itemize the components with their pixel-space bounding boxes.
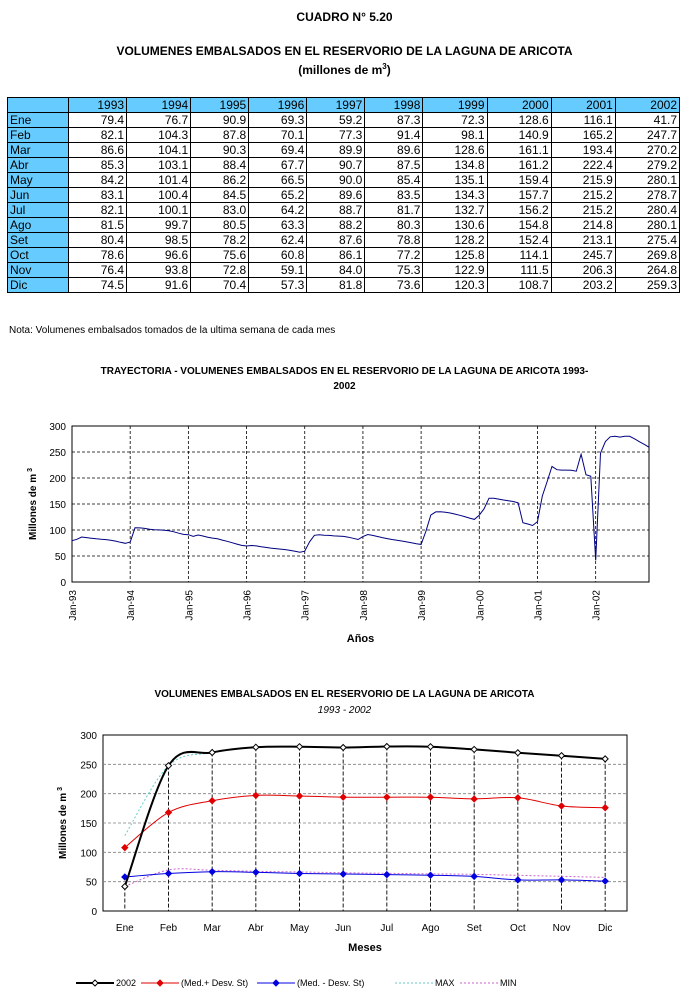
monthly-chart [0, 725, 689, 995]
x-tick-label: Jan-01 [533, 590, 545, 621]
value-cell: 87.8 [191, 128, 249, 143]
x-tick-label: Jun [335, 923, 352, 934]
value-cell: 279.2 [615, 158, 679, 173]
value-cell: 135.1 [423, 173, 487, 188]
volume-table [7, 97, 680, 293]
table-row [8, 203, 680, 218]
value-cell: 83.1 [69, 188, 127, 203]
value-cell: 76.7 [127, 113, 191, 128]
value-cell: 84.0 [307, 263, 365, 278]
value-cell: 111.5 [487, 263, 551, 278]
value-cell: 89.6 [365, 143, 423, 158]
value-cell: 222.4 [551, 158, 615, 173]
value-cell: 87.5 [365, 158, 423, 173]
y-tick-label: 250 [49, 448, 66, 459]
value-cell: 79.4 [69, 113, 127, 128]
x-tick-label: May [290, 923, 309, 934]
year-header: 1997 [307, 98, 365, 113]
x-tick-label: Ene [115, 923, 134, 934]
legend-marker [273, 980, 279, 986]
value-cell: 78.6 [69, 248, 127, 263]
value-cell: 215.2 [551, 188, 615, 203]
value-cell: 259.3 [615, 278, 679, 293]
y-tick-label: 200 [49, 474, 66, 485]
value-cell: 203.2 [551, 278, 615, 293]
x-tick-label: Dic [597, 923, 613, 934]
value-cell: 87.3 [365, 113, 423, 128]
value-cell: 214.8 [551, 218, 615, 233]
value-cell: 215.9 [551, 173, 615, 188]
y-axis-label: Millones de m $^3$ [57, 787, 69, 859]
value-cell: 270.2 [615, 143, 679, 158]
legend-marker [157, 980, 163, 986]
y-tick-label: 50 [85, 877, 97, 889]
x-tick-label: Jan-99 [417, 590, 429, 621]
value-cell: 59.1 [249, 263, 307, 278]
x-tick-label: Jan-95 [184, 590, 196, 621]
month-cell: Feb [8, 128, 69, 143]
x-tick-label: Jan-93 [68, 590, 79, 621]
value-cell: 128.6 [487, 113, 551, 128]
value-cell: 91.6 [127, 278, 191, 293]
document-title: VOLUMENES EMBALSADOS EN EL RESERVORIO DE LA LAGUNA DE ARICOTA [116, 44, 573, 58]
value-cell: 84.5 [191, 188, 249, 203]
x-tick-label: Jan-97 [300, 590, 312, 621]
month-cell: Set [8, 233, 69, 248]
value-cell: 264.8 [615, 263, 679, 278]
value-cell: 81.7 [365, 203, 423, 218]
value-cell: 60.8 [249, 248, 307, 263]
value-cell: 90.9 [191, 113, 249, 128]
value-cell: 83.5 [365, 188, 423, 203]
value-cell: 206.3 [551, 263, 615, 278]
value-cell: 165.2 [551, 128, 615, 143]
value-cell: 82.1 [69, 203, 127, 218]
value-cell: 86.2 [191, 173, 249, 188]
y-tick-label: 150 [80, 819, 97, 830]
value-cell: 77.3 [307, 128, 365, 143]
value-cell: 98.1 [423, 128, 487, 143]
x-tick-label: Jan-94 [126, 590, 138, 621]
value-cell: 140.9 [487, 128, 551, 143]
value-cell: 128.6 [423, 143, 487, 158]
value-cell: 134.8 [423, 158, 487, 173]
value-cell: 278.7 [615, 188, 679, 203]
value-cell: 88.4 [191, 158, 249, 173]
value-cell: 41.7 [615, 113, 679, 128]
value-cell: 86.1 [307, 248, 365, 263]
value-cell: 88.2 [307, 218, 365, 233]
value-cell: 99.7 [127, 218, 191, 233]
y-tick-label: 0 [60, 578, 66, 589]
value-cell: 280.1 [615, 218, 679, 233]
value-cell: 89.9 [307, 143, 365, 158]
value-cell: 81.5 [69, 218, 127, 233]
value-cell: 161.2 [487, 158, 551, 173]
year-header: 2001 [551, 98, 615, 113]
value-cell: 70.4 [191, 278, 249, 293]
x-tick-label: Nov [552, 923, 571, 934]
legend-label: MIN [500, 978, 517, 988]
table-row [8, 218, 680, 233]
value-cell: 98.5 [127, 233, 191, 248]
y-axis-label: Millones de m $^3$ [27, 468, 39, 540]
value-cell: 59.2 [307, 113, 365, 128]
value-cell: 280.4 [615, 203, 679, 218]
value-cell: 90.0 [307, 173, 365, 188]
table-row [8, 173, 680, 188]
value-cell: 88.7 [307, 203, 365, 218]
value-cell: 132.7 [423, 203, 487, 218]
month-cell: Ago [8, 218, 69, 233]
value-cell: 116.1 [551, 113, 615, 128]
value-cell: 245.7 [551, 248, 615, 263]
x-tick-label: Abr [248, 923, 264, 934]
value-cell: 104.1 [127, 143, 191, 158]
value-cell: 280.1 [615, 173, 679, 188]
x-tick-label: Jan-02 [591, 590, 603, 621]
value-cell: 73.6 [365, 278, 423, 293]
month-cell: Abr [8, 158, 69, 173]
value-cell: 85.3 [69, 158, 127, 173]
y-tick-label: 200 [80, 789, 97, 801]
value-cell: 104.3 [127, 128, 191, 143]
value-cell: 57.3 [249, 278, 307, 293]
y-tick-label: 300 [80, 731, 97, 742]
value-cell: 67.7 [249, 158, 307, 173]
chart2-title: VOLUMENES EMBALSADOS EN EL RESERVORIO DE LA LAGUNA DE ARICOTA [154, 689, 535, 700]
value-cell: 156.2 [487, 203, 551, 218]
value-cell: 83.0 [191, 203, 249, 218]
value-cell: 72.8 [191, 263, 249, 278]
value-cell: 108.7 [487, 278, 551, 293]
y-tick-label: 250 [80, 760, 97, 772]
value-cell: 134.3 [423, 188, 487, 203]
value-cell: 154.8 [487, 218, 551, 233]
x-tick-label: Jan-98 [358, 590, 370, 621]
value-cell: 114.1 [487, 248, 551, 263]
value-cell: 90.7 [307, 158, 365, 173]
value-cell: 122.9 [423, 263, 487, 278]
value-cell: 125.8 [423, 248, 487, 263]
table-row [8, 143, 680, 158]
value-cell: 75.6 [191, 248, 249, 263]
value-cell: 93.8 [127, 263, 191, 278]
legend-label: MAX [435, 978, 455, 988]
value-cell: 275.4 [615, 233, 679, 248]
value-cell: 70.1 [249, 128, 307, 143]
value-cell: 269.8 [615, 248, 679, 263]
month-cell: May [8, 173, 69, 188]
value-cell: 78.8 [365, 233, 423, 248]
table-header-row [8, 98, 680, 113]
value-cell: 76.4 [69, 263, 127, 278]
chart2-subtitle: 1993 - 2002 [317, 705, 372, 716]
x-tick-label: Jan-00 [475, 590, 487, 621]
table-row [8, 113, 680, 128]
value-cell: 65.2 [249, 188, 307, 203]
value-cell: 157.7 [487, 188, 551, 203]
month-cell: Jul [8, 203, 69, 218]
value-cell: 82.1 [69, 128, 127, 143]
y-tick-label: 50 [54, 552, 66, 563]
y-tick-label: 300 [49, 422, 66, 433]
x-tick-label: Mar [203, 923, 221, 934]
legend-label: 2002 [116, 978, 137, 988]
month-cell: Oct [8, 248, 69, 263]
value-cell: 193.4 [551, 143, 615, 158]
value-cell: 152.4 [487, 233, 551, 248]
value-cell: 81.8 [307, 278, 365, 293]
value-cell: 128.2 [423, 233, 487, 248]
year-header: 1999 [423, 98, 487, 113]
table-corner-cell [8, 98, 69, 113]
chart1-title-line2: 2002 [333, 381, 356, 392]
trajectory-chart [0, 415, 689, 650]
value-cell: 85.4 [365, 173, 423, 188]
value-cell: 64.2 [249, 203, 307, 218]
year-header: 1993 [69, 98, 127, 113]
value-cell: 100.4 [127, 188, 191, 203]
year-header: 2002 [615, 98, 679, 113]
value-cell: 75.3 [365, 263, 423, 278]
value-cell: 90.3 [191, 143, 249, 158]
value-cell: 69.4 [249, 143, 307, 158]
value-cell: 159.4 [487, 173, 551, 188]
value-cell: 84.2 [69, 173, 127, 188]
table-row [8, 233, 680, 248]
value-cell: 74.5 [69, 278, 127, 293]
table-row [8, 188, 680, 203]
value-cell: 78.2 [191, 233, 249, 248]
month-cell: Jun [8, 188, 69, 203]
value-cell: 161.1 [487, 143, 551, 158]
value-cell: 89.6 [307, 188, 365, 203]
month-cell: Nov [8, 263, 69, 278]
x-tick-label: Jul [380, 923, 394, 934]
value-cell: 86.6 [69, 143, 127, 158]
value-cell: 69.3 [249, 113, 307, 128]
table-row [8, 158, 680, 173]
x-tick-label: Set [466, 923, 482, 934]
value-cell: 66.5 [249, 173, 307, 188]
x-tick-label: Feb [159, 923, 178, 934]
value-cell: 101.4 [127, 173, 191, 188]
value-cell: 62.4 [249, 233, 307, 248]
year-header: 1994 [127, 98, 191, 113]
table-row [8, 248, 680, 263]
chart1-title-line1: TRAYECTORIA - VOLUMENES EMBALSADOS EN EL RESERVORIO DE LA LAGUNA DE ARICOTA 1993- [100, 366, 589, 377]
value-cell: 77.2 [365, 248, 423, 263]
units-label: (millones de $m^3$) [298, 62, 391, 77]
value-cell: 103.1 [127, 158, 191, 173]
x-axis-label: Años [346, 633, 375, 645]
value-cell: 87.6 [307, 233, 365, 248]
y-tick-label: 0 [91, 907, 97, 918]
value-cell: 91.4 [365, 128, 423, 143]
value-cell: 120.3 [423, 278, 487, 293]
value-cell: 80.3 [365, 218, 423, 233]
legend-label: (Med. - Desv. St) [297, 978, 365, 988]
value-cell: 63.3 [249, 218, 307, 233]
x-tick-label: Oct [510, 923, 526, 934]
month-cell: Mar [8, 143, 69, 158]
value-cell: 247.7 [615, 128, 679, 143]
table-row [8, 278, 680, 293]
legend-label: (Med.+ Desv. St) [181, 978, 249, 988]
x-tick-label: Ago [421, 923, 440, 934]
value-cell: 80.5 [191, 218, 249, 233]
value-cell: 80.4 [69, 233, 127, 248]
series-line [72, 436, 649, 560]
year-header: 1996 [249, 98, 307, 113]
x-tick-label: Jan-96 [242, 590, 254, 621]
year-header: 1995 [191, 98, 249, 113]
value-cell: 72.3 [423, 113, 487, 128]
cuadro-number: CUADRO N° 5.20 [296, 10, 393, 24]
value-cell: 215.2 [551, 203, 615, 218]
table-row [8, 263, 680, 278]
y-tick-label: 100 [80, 848, 97, 860]
value-cell: 213.1 [551, 233, 615, 248]
value-cell: 96.6 [127, 248, 191, 263]
x-axis-label: Meses [348, 942, 382, 954]
table-row [8, 128, 680, 143]
value-cell: 100.1 [127, 203, 191, 218]
y-tick-label: 100 [49, 526, 66, 537]
month-cell: Ene [8, 113, 69, 128]
table-note: Nota: Volumenes embalsados tomados de la ultima semana de cada mes [9, 325, 336, 336]
year-header: 1998 [365, 98, 423, 113]
month-cell: Dic [8, 278, 69, 293]
value-cell: 130.6 [423, 218, 487, 233]
year-header: 2000 [487, 98, 551, 113]
legend-marker [92, 980, 98, 986]
y-tick-label: 150 [49, 500, 66, 511]
